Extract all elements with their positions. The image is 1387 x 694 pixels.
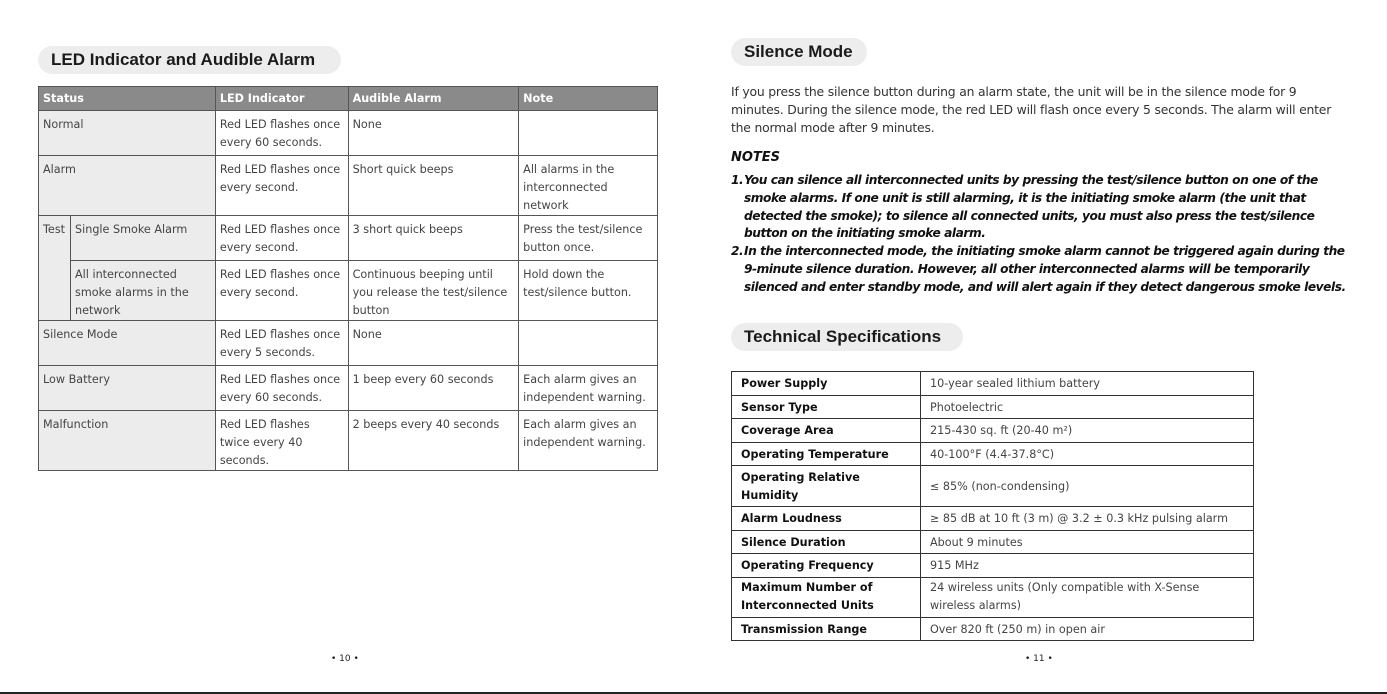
substatus-cell: All interconnected smoke alarms in the network bbox=[71, 261, 216, 321]
spec-row bbox=[732, 372, 1254, 396]
spec-key: Sensor Type bbox=[732, 395, 921, 419]
note-cell: Each alarm gives an independent warning. bbox=[519, 366, 658, 411]
table-row bbox=[39, 321, 658, 366]
notes-list bbox=[731, 172, 1351, 297]
note-cell: All alarms in the interconnected network bbox=[519, 156, 658, 216]
status-cell: Low Battery bbox=[39, 366, 216, 411]
substatus-cell: Single Smoke Alarm bbox=[71, 216, 216, 261]
tech-spec-table bbox=[731, 371, 1254, 641]
spec-row bbox=[732, 507, 1254, 531]
table-header-row bbox=[39, 87, 658, 111]
spec-row bbox=[732, 395, 1254, 419]
note-text: In the interconnected mode, the initiating smoke alarm cannot be triggered again during the 9-minute silence duration. However, all other interconnected alarms will be temporarily silenced and enter standby mode, and will alert again if they detect dangerous smoke levels. bbox=[744, 244, 1346, 294]
led-cell: Red LED flashes once every second. bbox=[215, 261, 348, 321]
note-text: You can silence all interconnected units by pressing the test/silence button on one of the smoke alarms. If one unit is still alarming, it is the initiating smoke alarm (the unit that detected the smoke); to silence all connected units, you must also press the test/silence button on the initiating smoke alarm. bbox=[744, 173, 1318, 241]
spec-key: Power Supply bbox=[732, 372, 921, 396]
note-cell: Press the test/silence button once. bbox=[519, 216, 658, 261]
spec-row bbox=[732, 554, 1254, 578]
table-row bbox=[39, 216, 658, 261]
spec-value: ≤ 85% (non-condensing) bbox=[921, 466, 1254, 507]
header-led: LED Indicator bbox=[215, 87, 348, 111]
led-alarm-table bbox=[38, 86, 658, 471]
table-row bbox=[39, 411, 658, 471]
table-row bbox=[39, 111, 658, 156]
header-audible: Audible Alarm bbox=[348, 87, 519, 111]
table-row bbox=[39, 261, 658, 321]
page-number-left: • 10 • bbox=[331, 654, 359, 664]
table-row bbox=[39, 156, 658, 216]
note-cell bbox=[519, 321, 658, 366]
spec-value: Over 820 ft (250 m) in open air bbox=[921, 617, 1254, 641]
led-cell: Red LED flashes once every second. bbox=[215, 216, 348, 261]
spec-value: 915 MHz bbox=[921, 554, 1254, 578]
spec-key: Operating Frequency bbox=[732, 554, 921, 578]
spec-row bbox=[732, 530, 1254, 554]
note-item bbox=[731, 172, 1351, 243]
spec-value: 40-100°F (4.4-37.8°C) bbox=[921, 442, 1254, 466]
table-row bbox=[39, 366, 658, 411]
status-cell: Silence Mode bbox=[39, 321, 216, 366]
status-cell: Alarm bbox=[39, 156, 216, 216]
audible-cell: 3 short quick beeps bbox=[348, 216, 519, 261]
led-cell: Red LED flashes twice every 40 seconds. bbox=[215, 411, 348, 471]
status-cell: Test bbox=[39, 216, 71, 321]
spec-key: Alarm Loudness bbox=[732, 507, 921, 531]
led-cell: Red LED flashes once every 60 seconds. bbox=[215, 111, 348, 156]
spec-row bbox=[732, 577, 1254, 617]
spec-value: Photoelectric bbox=[921, 395, 1254, 419]
spec-value: 24 wireless units (Only compatible with X-Sense wireless alarms) bbox=[921, 577, 1254, 617]
audible-cell: Short quick beeps bbox=[348, 156, 519, 216]
spec-key: Silence Duration bbox=[732, 530, 921, 554]
note-number: 1. bbox=[731, 173, 744, 187]
notes-title: NOTES bbox=[731, 150, 781, 165]
spec-row bbox=[732, 617, 1254, 641]
spec-key: Coverage Area bbox=[732, 419, 921, 443]
spec-value: 10-year sealed lithium battery bbox=[921, 372, 1254, 396]
header-status: Status bbox=[39, 87, 216, 111]
status-cell: Normal bbox=[39, 111, 216, 156]
spec-value: 215-430 sq. ft (20-40 m²) bbox=[921, 419, 1254, 443]
spec-value: About 9 minutes bbox=[921, 530, 1254, 554]
page-number-right: • 11 • bbox=[1025, 654, 1053, 664]
note-cell: Each alarm gives an independent warning. bbox=[519, 411, 658, 471]
led-cell: Red LED flashes once every second. bbox=[215, 156, 348, 216]
audible-cell: None bbox=[348, 321, 519, 366]
spec-value: ≥ 85 dB at 10 ft (3 m) @ 3.2 ± 0.3 kHz pulsing alarm bbox=[921, 507, 1254, 531]
spec-key: Maximum Number of Interconnected Units bbox=[732, 577, 921, 617]
audible-cell: 2 beeps every 40 seconds bbox=[348, 411, 519, 471]
spec-row bbox=[732, 442, 1254, 466]
spec-key: Operating Relative Humidity bbox=[732, 466, 921, 507]
audible-cell: None bbox=[348, 111, 519, 156]
audible-cell: Continuous beeping until you release the test/silence button bbox=[348, 261, 519, 321]
note-cell: Hold down the test/silence button. bbox=[519, 261, 658, 321]
led-cell: Red LED flashes once every 60 seconds. bbox=[215, 366, 348, 411]
spec-row bbox=[732, 466, 1254, 507]
note-number: 2. bbox=[731, 244, 744, 259]
note-cell bbox=[519, 111, 658, 156]
note-item bbox=[731, 243, 1351, 296]
silence-mode-text: If you press the silence button during an alarm state, the unit will be in the silence mode for 9 minutes. During the silence mode, the red LED will flash once every 5 seconds. The alarm will enter the normal mode after 9 minutes. bbox=[731, 84, 1332, 135]
spec-key: Operating Temperature bbox=[732, 442, 921, 466]
header-note: Note bbox=[519, 87, 658, 111]
audible-cell: 1 beep every 60 seconds bbox=[348, 366, 519, 411]
spec-row bbox=[732, 419, 1254, 443]
led-cell: Red LED flashes once every 5 seconds. bbox=[215, 321, 348, 366]
tech-spec-heading: Technical Specifications bbox=[731, 323, 963, 351]
spec-key: Transmission Range bbox=[732, 617, 921, 641]
status-cell: Malfunction bbox=[39, 411, 216, 471]
led-section-heading: LED Indicator and Audible Alarm bbox=[38, 46, 341, 74]
silence-mode-heading: Silence Mode bbox=[731, 38, 867, 66]
